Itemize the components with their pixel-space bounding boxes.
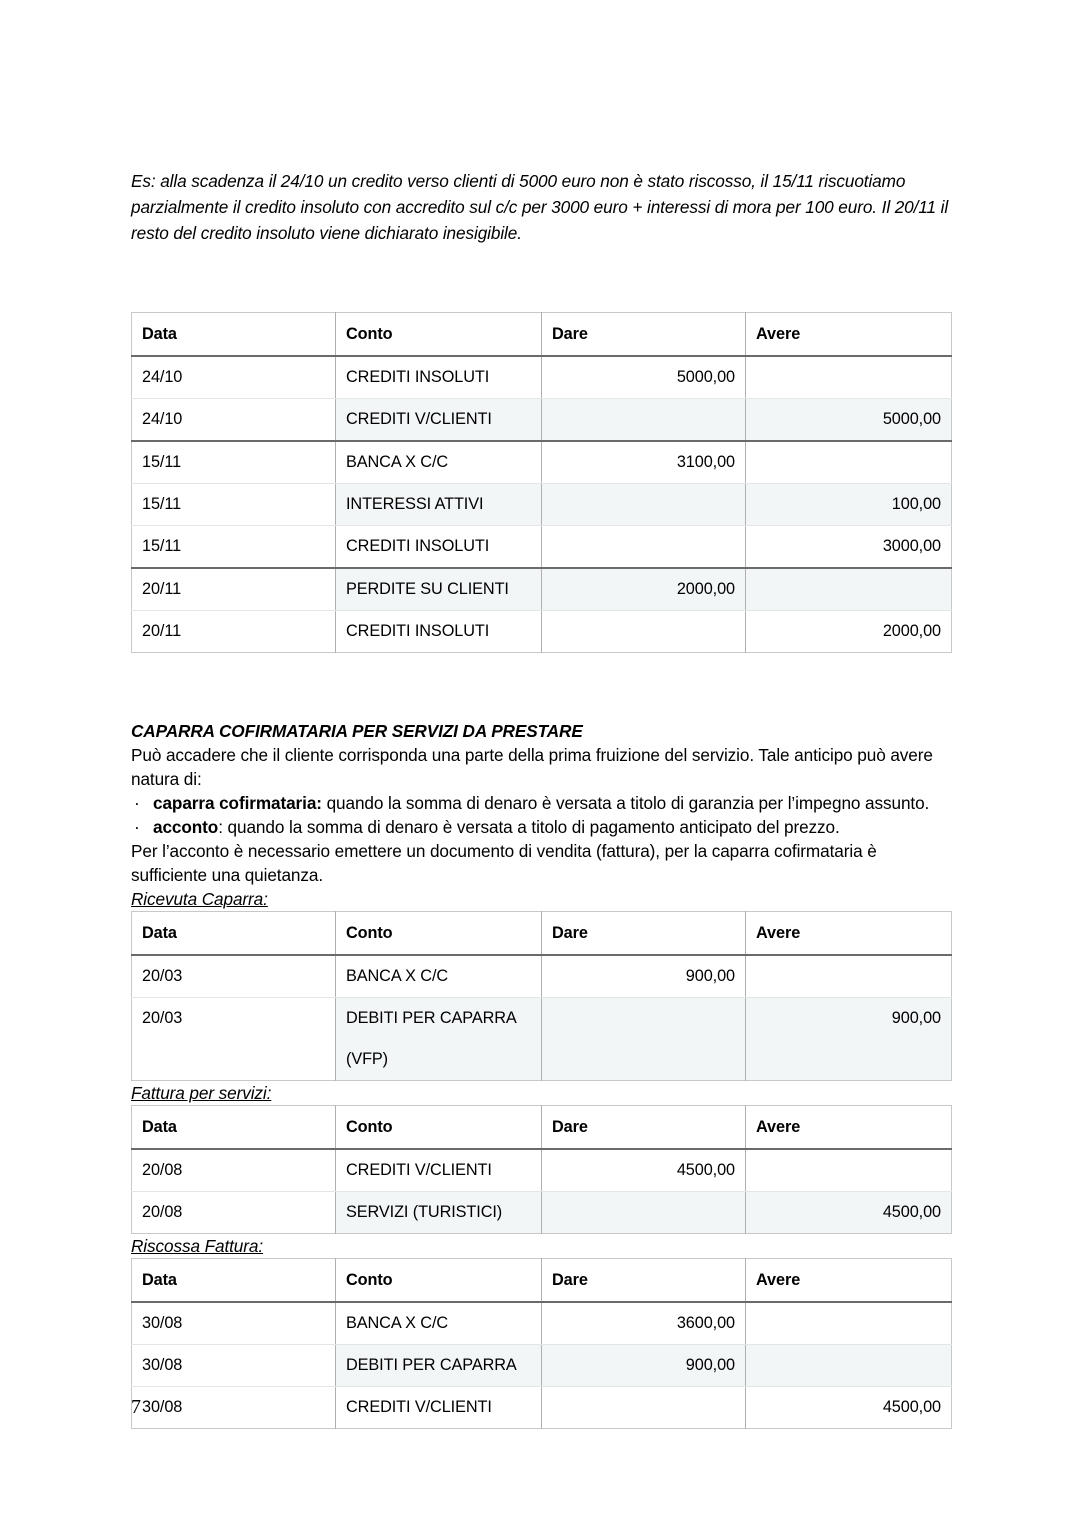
cell-dare [542, 399, 746, 442]
cell-data: 15/11 [132, 526, 336, 569]
table-row [132, 955, 952, 998]
table-row [132, 1345, 952, 1387]
cell-data: 20/03 [132, 998, 336, 1081]
cell-conto: CREDITI INSOLUTI [336, 526, 542, 569]
cell-avere [746, 1302, 952, 1345]
column-header-data: Data [132, 1259, 336, 1303]
cell-conto: CREDITI V/CLIENTI [336, 399, 542, 442]
cell-conto: BANCA X C/C [336, 955, 542, 998]
cell-data: 30/08 [132, 1345, 336, 1387]
caption-ricevuta-caparra-wrap [131, 887, 951, 911]
ledger-table [131, 1258, 952, 1429]
list-item [131, 791, 951, 815]
cell-data: 30/08 [132, 1302, 336, 1345]
cell-conto: PERDITE SU CLIENTI [336, 568, 542, 611]
intro-paragraph: Es: alla scadenza il 24/10 un credito verso clienti di 5000 euro non è stato riscosso, il 15/11 riscuotiamo parzialmente il credito insoluto con accredito sul c/c per 3000 euro + interessi di mora per 100 euro. Il 20/11 il resto del credito insoluto viene dichiarato inesigibile. [131, 171, 949, 243]
table-header-row [132, 912, 952, 956]
table-row [132, 1302, 952, 1345]
bullet-body-text: : quando la somma di denaro è versata a titolo di pagamento anticipato del prezzo. [218, 817, 840, 837]
table-header-row [132, 1106, 952, 1150]
spacer-after-intro [131, 246, 951, 312]
cell-dare [542, 526, 746, 569]
section-heading: CAPARRA COFIRMATARIA PER SERVIZI DA PRESTARE [131, 721, 583, 741]
cell-avere: 4500,00 [882, 1398, 941, 1416]
table-row [132, 998, 952, 1081]
table-row [132, 356, 952, 399]
cell-data: 20/08 [132, 1149, 336, 1192]
bullet-body-text: quando la somma di denaro è versata a titolo di garanzia per l’impegno assunto. [321, 793, 930, 813]
column-header-dare: Dare [542, 313, 746, 357]
cell-avere [746, 1345, 952, 1387]
table-header-row [132, 1259, 952, 1303]
column-header-avere: Avere [746, 313, 952, 357]
column-header-data: Data [132, 1106, 336, 1150]
column-header-data: Data [132, 313, 336, 357]
page-content [131, 168, 951, 1429]
cell-dare [542, 1192, 746, 1234]
cell-avere: 2000,00 [882, 622, 941, 640]
column-header-conto: Conto [336, 912, 542, 956]
table-row [132, 441, 952, 484]
cell-conto: CREDITI V/CLIENTI [336, 1387, 542, 1429]
cell-conto: BANCA X C/C [336, 441, 542, 484]
cell-data: 24/10 [132, 356, 336, 399]
cell-avere: 900,00 [746, 998, 952, 1081]
cell-data: 20/03 [132, 955, 336, 998]
caption-fattura-per-servizi: Fattura per servizi: [131, 1083, 272, 1103]
cell-dare: 3600,00 [542, 1302, 746, 1345]
table-row [132, 611, 952, 653]
cell-conto: CREDITI INSOLUTI [336, 611, 542, 653]
bullet-marker: · [134, 817, 140, 837]
spacer-after-table-1 [131, 653, 951, 719]
bullet-lead-text: acconto [153, 817, 219, 837]
cell-avere [746, 568, 952, 611]
table-row [132, 568, 952, 611]
closing-paragraph: Per l’acconto è necessario emettere un documento di vendita (fattura), per la caparra cofirmataria è sufficiente una quietanza. [131, 841, 877, 885]
cell-dare: 4500,00 [542, 1149, 746, 1192]
cell-dare: 900,00 [542, 1345, 746, 1387]
column-header-avere: Avere [746, 1106, 952, 1150]
caption-riscossa-fattura: Riscossa Fattura: [131, 1236, 264, 1256]
cell-conto: CREDITI V/CLIENTI [336, 1149, 542, 1192]
cell-data: 20/11 [132, 611, 336, 653]
column-header-data: Data [132, 912, 336, 956]
cell-dare: 2000,00 [542, 568, 746, 611]
list-item [131, 815, 951, 839]
cell-conto: BANCA X C/C [336, 1302, 542, 1345]
column-header-dare: Dare [542, 1106, 746, 1150]
ledger-table [131, 312, 952, 653]
cell-dare: 3100,00 [542, 441, 746, 484]
ledger-table-3-container [131, 1105, 951, 1234]
column-header-dare: Dare [542, 1259, 746, 1303]
page-number: 7 [131, 1396, 141, 1418]
column-header-dare: Dare [542, 912, 746, 956]
table-row [132, 484, 952, 526]
cell-avere: 3000,00 [746, 526, 952, 569]
cell-data: 24/10 [132, 399, 336, 442]
cell-data: 30/08 [132, 1387, 336, 1429]
cell-dare [542, 484, 746, 526]
cell-conto: DEBITI PER CAPARRA (VFP) [336, 998, 542, 1081]
column-header-avere: Avere [746, 1259, 952, 1303]
bullet-list [131, 791, 951, 839]
caption-fattura-per-servizi-wrap [131, 1081, 951, 1105]
cell-data: 20/08 [132, 1192, 336, 1234]
cell-conto: SERVIZI (TURISTICI) [336, 1192, 542, 1234]
cell-dare [542, 611, 746, 653]
caption-ricevuta-caparra: Ricevuta Caparra: [131, 889, 268, 909]
cell-avere [746, 1149, 952, 1192]
column-header-conto: Conto [336, 1106, 542, 1150]
cell-avere [746, 955, 952, 998]
ledger-table-4-container [131, 1258, 951, 1429]
table-row [132, 1149, 952, 1192]
ledger-table-1-container [131, 312, 951, 653]
table-row [132, 1387, 952, 1429]
cell-conto: DEBITI PER CAPARRA [336, 1345, 542, 1387]
cell-avere: 100,00 [746, 484, 952, 526]
bullet-marker: · [134, 793, 140, 813]
cell-dare: 5000,00 [542, 356, 746, 399]
cell-data: 20/11 [132, 568, 336, 611]
table-row [132, 1192, 952, 1234]
cell-avere [746, 356, 952, 399]
cell-data: 15/11 [132, 484, 336, 526]
column-header-conto: Conto [336, 1259, 542, 1303]
bullet-lead-text: caparra cofirmataria: [153, 793, 322, 813]
cell-data: 15/11 [132, 441, 336, 484]
caption-riscossa-fattura-wrap [131, 1234, 951, 1258]
table-header-row [132, 313, 952, 357]
ledger-table [131, 1105, 952, 1234]
cell-avere: 5000,00 [746, 399, 952, 442]
cell-conto: CREDITI INSOLUTI [336, 356, 542, 399]
section-intro-paragraph: Può accadere che il cliente corrisponda una parte della prima fruizione del servizio. Tale anticipo può avere natura di: [131, 745, 933, 789]
cell-dare [542, 998, 746, 1081]
table-row [132, 399, 952, 442]
table-row [132, 526, 952, 569]
cell-dare: 900,00 [542, 955, 746, 998]
cell-dare [542, 1387, 746, 1429]
cell-conto: INTERESSI ATTIVI [336, 484, 542, 526]
ledger-table [131, 911, 952, 1081]
column-header-avere: Avere [746, 912, 952, 956]
cell-avere: 4500,00 [746, 1192, 952, 1234]
cell-avere [746, 441, 952, 484]
column-header-conto: Conto [336, 313, 542, 357]
ledger-table-2-container [131, 911, 951, 1081]
